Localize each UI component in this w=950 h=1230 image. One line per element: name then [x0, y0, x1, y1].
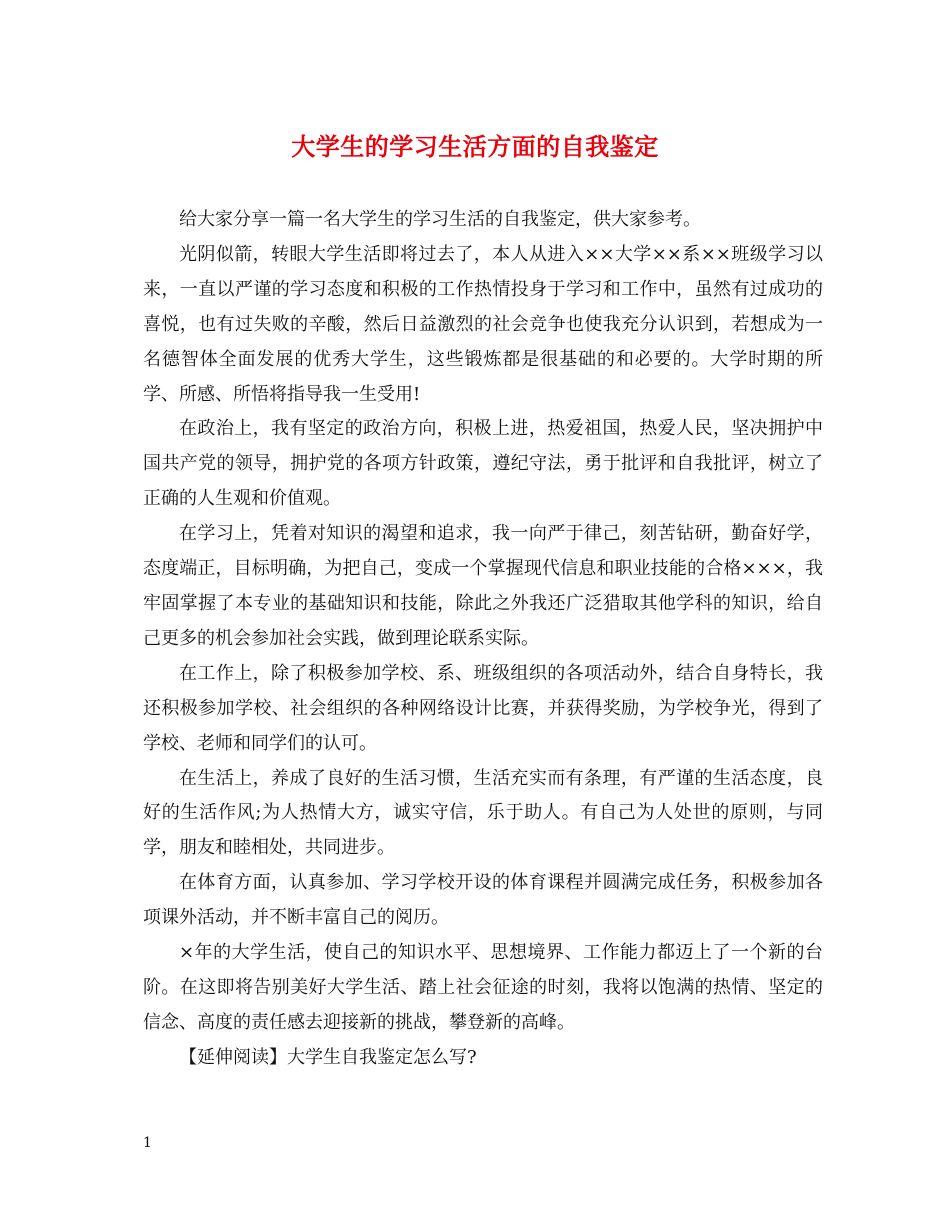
paragraph-intro: 给大家分享一篇一名大学生的学习生活的自我鉴定，供大家参考。 [179, 209, 701, 230]
paragraph-life: 在生活上，养成了良好的生活习惯，生活充实而有条理，有严谨的生活态度，良好的生活作风;为人热情大方，诚实守信，乐于助人。有自己为人处世的原则，与同学，朋友和睦相处，共同进步。 [143, 767, 823, 859]
paragraph-overview: 光阴似箭，转眼大学生活即将过去了，本人从进入××大学××系××班级学习以来，一直以严谨的学习态度和积极的工作热情投身于学习和工作中，虽然有过成功的喜悦，也有过失败的辛酸，然后日益激烈的社会竞争也使我充分认识到，若想成为一名德智体全面发展的优秀大学生，这些锻炼都是很基础的和必要的。大学时期的所学、所感、所悟将指导我一生受用! [143, 243, 823, 405]
paragraph-extended-reading: 【延伸阅读】大学生自我鉴定怎么写? [179, 1046, 477, 1068]
paragraph-sports: 在体育方面，认真参加、学习学校开设的体育课程并圆满完成任务，积极参加各项课外活动，并不断丰富自己的阅历。 [143, 872, 823, 929]
document-body [143, 203, 823, 1076]
page-number: 1 [143, 1135, 152, 1151]
paragraph-conclusion: ×年的大学生活，使自己的知识水平、思想境界、工作能力都迈上了一个新的台阶。在这即将告别美好大学生活、踏上社会征途的时刻，我将以饱满的热情、坚定的信念、高度的责任感去迎接新的挑战，攀登新的高峰。 [143, 942, 823, 1033]
paragraph-politics: 在政治上，我有坚定的政治方向，积极上进，热爱祖国，热爱人民，坚决拥护中国共产党的领导，拥护党的各项方针政策，遵纪守法，勇于批评和自我批评，树立了正确的人生观和价值观。 [143, 418, 823, 510]
page-title: 大学生的学习生活方面的自我鉴定 [291, 132, 659, 161]
paragraph-study: 在学习上，凭着对知识的渴望和追求，我一向严于律己，刻苦钻研，勤奋好学，态度端正，目标明确，为把自己，变成一个掌握现代信息和职业技能的合格×××，我牢固掌握了本专业的基础知识和技能，除此之外我还广泛猎取其他学科的知识，给自己更多的机会参加社会实践，做到理论联系实际。 [143, 523, 823, 649]
paragraph-work: 在工作上，除了积极参加学校、系、班级组织的各项活动外，结合自身特长，我还积极参加学校、社会组织的各种网络设计比赛，并获得奖励，为学校争光，得到了学校、老师和同学们的认可。 [143, 662, 823, 754]
